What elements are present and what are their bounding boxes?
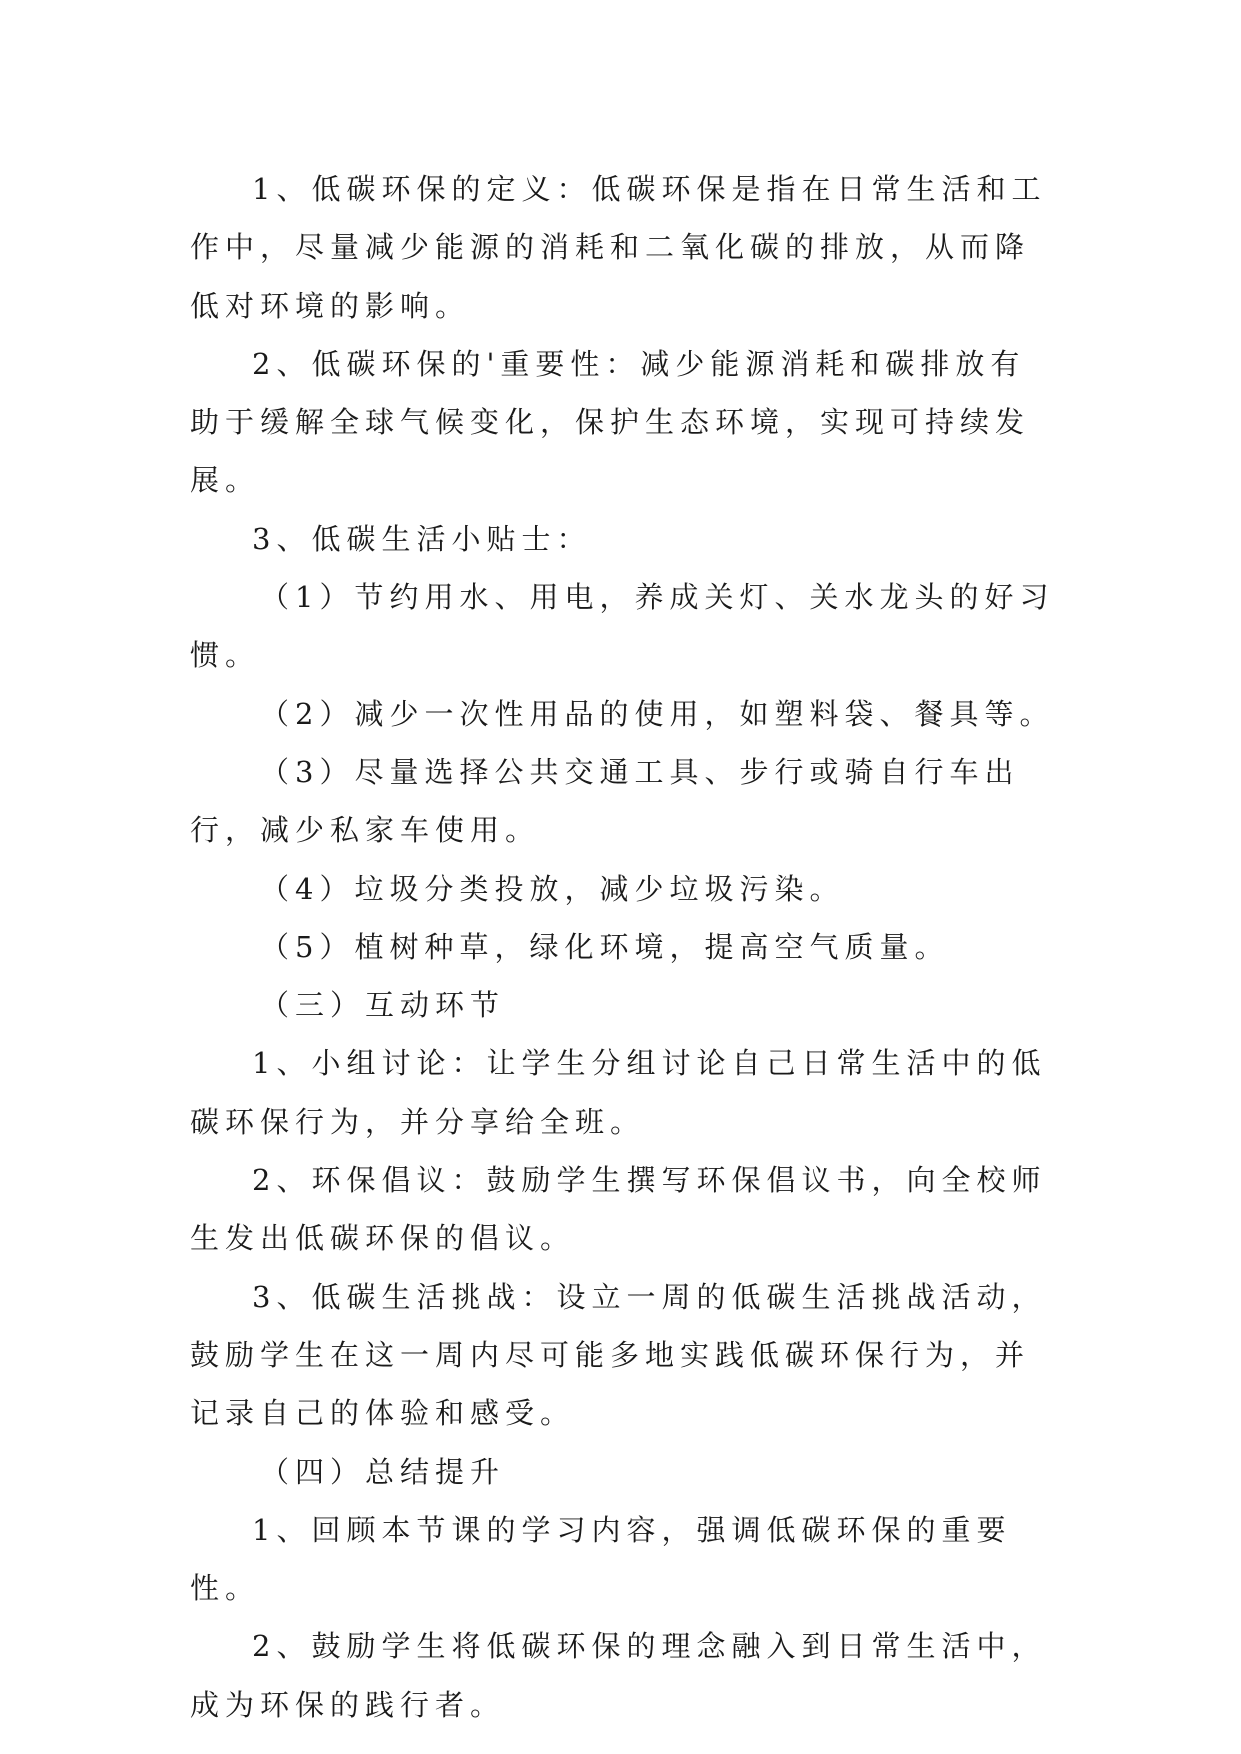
list-item-tip-4: （4）垃圾分类投放，减少垃圾污染。 [260, 871, 845, 906]
section-heading-interaction: （三）互动环节 [260, 988, 506, 1023]
paragraph-definition: 1、低碳环保的定义：低碳环保是指在日常生活和工作中，尽量减少能源的消耗和二氧化碳的排放，从而降低对环境的影响。 [190, 172, 1047, 323]
paragraph-tips-title: 3、低碳生活小贴士： [252, 521, 592, 556]
paragraph-challenge: 3、低碳生活挑战：设立一周的低碳生活挑战活动，鼓励学生在这一周内尽可能多地实践低碳环保行为，并记录自己的体验和感受。 [190, 1279, 1047, 1431]
list-item-tip-2: （2）减少一次性用品的使用，如塑料袋、餐具等。 [260, 696, 1055, 731]
paragraph-proposal: 2、环保倡议：鼓励学生撰写环保倡议书，向全校师生发出低碳环保的倡议。 [190, 1163, 1047, 1256]
section-heading-summary: （四）总结提升 [260, 1454, 506, 1489]
list-item-tip-1: （1）节约用水、用电，养成关灯、关水龙头的好习惯。 [190, 580, 1055, 673]
paragraph-importance: 2、低碳环保的'重要性：减少能源消耗和碳排放有助于缓解全球气候变化，保护生态环境，实现可持续发展。 [190, 346, 1031, 498]
document-body [190, 160, 1060, 1734]
list-item-tip-5: （5）植树种草，绿化环境，提高空气质量。 [260, 929, 950, 964]
paragraph-review: 1、回顾本节课的学习内容，强调低碳环保的重要性。 [190, 1512, 1012, 1606]
paragraph-group-discussion: 1、小组讨论：让学生分组讨论自己日常生活中的低碳环保行为，并分享给全班。 [190, 1046, 1047, 1139]
list-item-tip-3: （3）尽量选择公共交通工具、步行或骑自行车出行，减少私家车使用。 [190, 754, 1020, 848]
paragraph-encourage: 2、鼓励学生将低碳环保的理念融入到日常生活中，成为环保的践行者。 [190, 1629, 1047, 1722]
